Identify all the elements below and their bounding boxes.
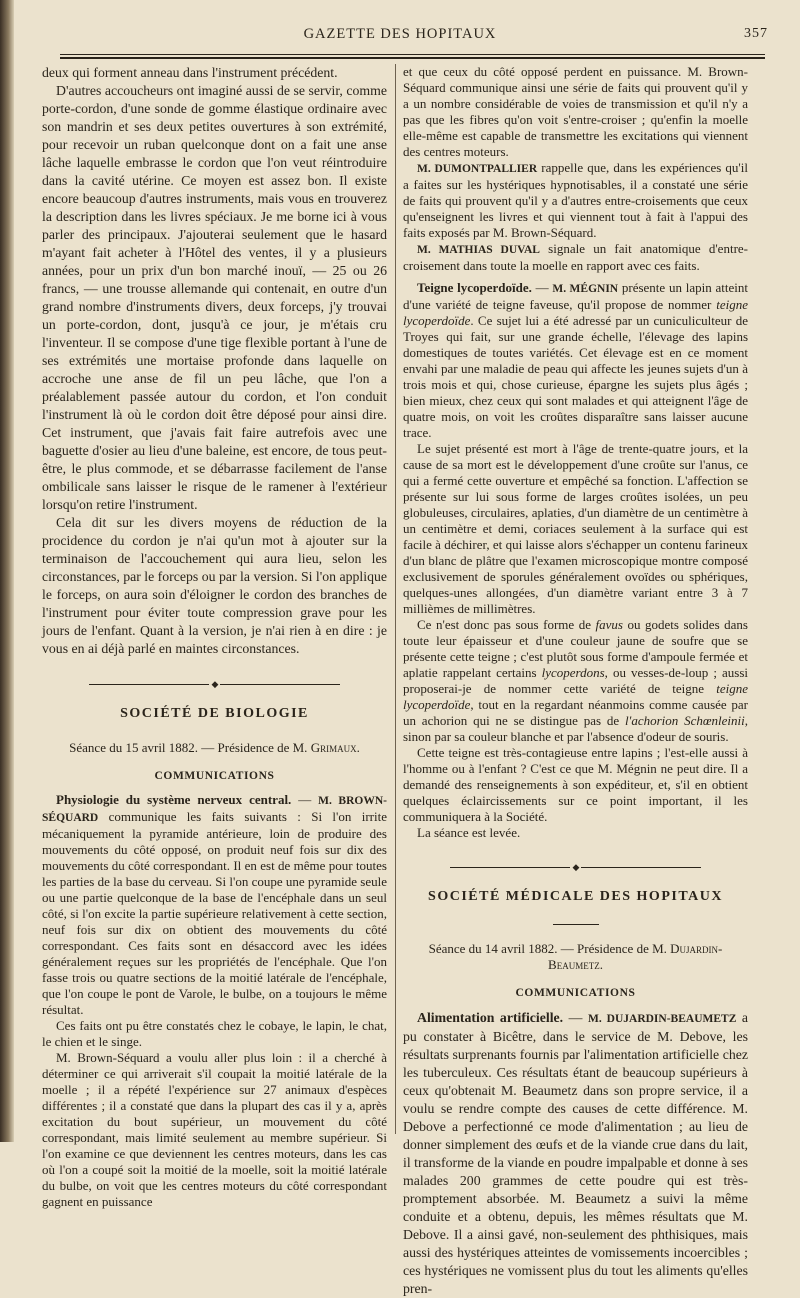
paragraph-text: présente un lapin atteint d'une variété de teigne faveuse, qu'il propose de nommer (403, 280, 748, 312)
topic-title: Teigne lycoperdoïde. (417, 280, 532, 295)
paragraph: La séance est levée. (417, 825, 521, 840)
italic-term: teigne lycoperdoïde (403, 297, 748, 328)
speaker-name: M. MÉGNIN (552, 283, 619, 295)
communications-label: COMMUNICATIONS (154, 770, 275, 783)
section-title-biologie: SOCIÉTÉ DE BIOLOGIE (120, 706, 309, 722)
paragraph: Ces faits ont pu être constatés chez le cobaye, le lapin, le chat, le chien et le singe. (42, 1018, 387, 1050)
communication-physiologie: Physiologie du système nerveux central. — M. BROWN-SÉQUARD communique les faits suivants : Si l'on irrite mécaniquement la pyramide antérieure, loin de produire des mouvements du côté opposé, on produit neuf fois sur dix des mouvements du côté correspondant. Il en est de même pour toutes les parties de la base du cerveau. Si l'on coupe une pyramide seule ou une partie quelconque de la base de l'encéphale dans un seul côté, si l'on excite la partie supérieure relativement à cette section, neuf fois sur dix on obtient des mouvements du côté correspondant. Ces faits sont en désaccord avec les idées généralement reçues sur les propriétés de l'encéphale. Que l'on fasse trois ou quatre sections de la moitié latérale de l'encéphale, que l'on coupe le pont de Varole, le bulbe, on a toujours le même résultat. (42, 792, 387, 1018)
seance-president: Grimaux (310, 740, 357, 756)
column-divider (395, 64, 396, 1134)
paragraph-text: communique les faits suivants : Si l'on irrite mécaniquement la pyramide antérieure, loin de produire des mouvements du côté opposé, on produit neuf fois sur dix des mouvements du côté correspondant. Il en est de même pour toutes les parties de la base du cerveau. Si l'on coupe une pyramide seule ou une partie quelconque de la base de l'encéphale dans un seul côté, si l'on excite la partie supérieure relativement à cette section, neuf fois sur dix on obtient des mouvements du côté correspondant. Ces faits sont en désaccord avec les idées généralement reçues sur les propriétés de l'encéphale. Que l'on fasse trois ou quatre sections de la moitié latérale de l'encéphale, que l'on coupe le pont de Varole, le bulbe, on a toujours le même résultat. (42, 809, 387, 1018)
paragraph: Cette teigne est très-contagieuse entre lapins ; l'est-elle aussi à l'homme ou à l'enfant ? C'est ce que M. Mégnin ne peut dire. Il a demandé des renseignements à son expéditeur, et, s'il en obtient quelques éclaircissements sur ce point important, il les communiquera à la Société. (403, 745, 748, 824)
italic-term: l'achorion Schœnleinii (624, 713, 745, 728)
paragraph-favus (403, 617, 748, 745)
seance-text: Séance du 15 avril 1882. — Présidence de M. (69, 740, 311, 756)
speaker-name: M. BROWN-SÉQUARD (42, 795, 387, 825)
communication-alimentation: Alimentation artificielle. — M. DUJARDIN-BEAUMETZ a pu constater à Bicêtre, dans le service de M. Debove, les résultats surprenants fournis par l'alimentation artificielle chez les tuberculeux. Ces résultats étant de beaucoup supérieurs à ceux qu'obtenait M. Beaumetz dans son propre service, il a voulu se rendre compte des causes de cette différence. M. Debove a perfectionné ce mode d'alimentation ; au lieu de donner simplement des œufs et de la viande crue dans du lait, il transforme de la viande en poudre impalpable et donne à ses malades 200 grammes de cette poudre qui est très-promptement absorbée. M. Beaumetz a suivi la même conduite et a obtenu, depuis, les mêmes résultats que M. Debove. Il a ainsi gavé, non-seulement des phthisiques, mais aussi des hystériques atteintes de vomissements incoercibles ; ces hystériques ne vomissent plus du tout les aliments qu'elles pren- (403, 1010, 749, 1297)
seance-line: Séance du 14 avril 1882. — Présidence de M. Dujardin-Beaumetz. (428, 941, 723, 973)
section-separator: ◆ (42, 676, 387, 692)
topic-title: Physiologie du système nerveux central. (56, 792, 292, 808)
seance-text: Séance du 14 avril 1882. — Présidence de M. (428, 941, 671, 957)
speaker-name: M. MATHIAS DUVAL (417, 244, 540, 256)
paragraph: D'autres accoucheurs ont imaginé aussi de se servir, comme porte-cordon, d'une sonde de gomme élastique ordinaire avec son mandrin et ses deux petites ouvertures à son extrémité, pour recevoir un ruban quelconque dont on a fait une anse lâche laquelle embrasse le cordon que l'on veut réintroduire dans la cavité utérine. Ce moyen est assez bon. Il existe encore beaucoup d'autres instruments, mais vous en trouverez la description dans les livres spéciaux. Je me borne ici à vous parler des principaux. J'ajouterai seulement que le hasard m'ayant fait acheter à l'Hôtel des ventes, il y a plusieurs années, pour un prix d'un bon marché inouï, — 25 ou 26 francs, — une trousse allemande qui contenait, en outre d'un grand nombre d'instruments divers, deux forceps, j'y trouvai un porte-cordon, dont, jusqu'à ce jour, je m'étais cru l'inventeur. Il se compose d'une tige flexible portant à l'une de ses extrémités une mortaise profonde dans laquelle on accroche une anse de fil un peu lâche, que l'on a préalablement passée autour du cordon, et l'on conduit l'instrument là où le cordon doit être déposé pour ainsi dire. Cet instrument, que j'avais fait faire autrefois avec une baguette d'osier au lieu d'une baleine, est encore, de tous peut-être, le plus commode, et se débarrasse facilement de l'anse ombilicale sans laisser le risque de le ramener à l'extérieur lorsqu'on retire l'instrument. (42, 83, 387, 512)
paragraph: et que ceux du côté opposé perdent en puissance. M. Brown-Séquard communique ainsi une série de faits qui prouvent qu'il y a un nombre considérable de voies de transmission et qu'il n'y a pas que les fibres qu'on voit s'entre-croiser ; qu'enfin la moelle elle-même est capable de transmettre les excitations qui viennent des centres moteurs. (403, 64, 748, 159)
journal-title: GAZETTE DES HOPITAUX (303, 26, 497, 42)
italic-term: teigne lycoperdoïde (403, 681, 748, 712)
communication-teigne: Teigne lycoperdoïde. — M. MÉGNIN présente un lapin atteint d'une variété de teigne faveuse, qu'il propose de nommer teigne lycoperdoïde. Ce sujet lui a été adressé par un cuniculiculteur de Troyes qui fait, sur une grande échelle, l'élevage des lapins domestiques de toutes variétés. Cet élevage est en ce moment envahi par une maladie de peau qui affecte les jeunes sujets d'un à trois mois et qui, chose curieuse, épargne les sujets plus âgés ; bien mieux, chez ceux qui sont malades et qui atteignent l'âge de quatre mois, on voit les croûtes disparaître sans laisser aucune trace. (403, 280, 748, 440)
italic-term: favus (595, 617, 623, 632)
paragraph-text: , tout en la regardant néanmoins comme causée par un achorion qui ne se distingue pas de (403, 697, 748, 728)
paragraph-text: signale un fait anatomique d'entre-croisement dans toute la moelle en rapport avec ces faits. (403, 241, 748, 273)
page-header (30, 22, 770, 44)
seance-president: Dujardin-Beaumetz (548, 941, 723, 973)
paragraph: Cela dit sur les divers moyens de réduction de la procidence du cordon je n'ai qu'un mot à ajouter sur la terminaison de l'accouchement qui aura lieu, selon les circonstances, par le forceps ou par la version. Si l'on applique le forceps, on aura soin d'éloigner le cordon des branches de l'instrument pour éviter toute compression grave pour les jours de l'enfant. Quant à la version, je n'ai rien à en dire : je vous en ai déjà parlé en maintes circonstances. (42, 515, 387, 656)
section-separator: ◆ (403, 859, 748, 875)
communications-label: COMMUNICATIONS (515, 987, 636, 1000)
header-rule (60, 54, 765, 59)
paragraph-text: . Ce sujet lui a été adressé par un cuniculiculteur de Troyes qui fait, sur une grande échelle, l'élevage des lapins domestiques de toutes variétés. Cet élevage est en ce moment envahi par une maladie de peau qui affecte les jeunes sujets d'un à trois mois et qui, chose curieuse, épargne les sujets plus âgés ; bien mieux, chez ceux qui sont malades et qui atteignent l'âge de quatre mois, on voit les croûtes disparaître sans laisser aucune trace. (403, 313, 748, 440)
topic-title: Alimentation artificielle. (417, 1010, 564, 1026)
paragraph-text: Ce n'est donc pas sous forme de (417, 617, 596, 632)
paragraph: deux qui forment anneau dans l'instrument précédent. (42, 65, 338, 80)
speaker-name: M. DUJARDIN-BEAUMETZ (587, 1013, 737, 1026)
article-continuation (42, 64, 387, 658)
page-binding-edge (0, 0, 14, 1142)
italic-term: lycoperdons (541, 665, 605, 680)
paragraph-text: , ou vesses-de-loup ; aussi proposerai-je de nommer cette variété de teigne (403, 665, 748, 696)
paragraph-text: a pu constater à Bicêtre, dans le service de M. Debove, les résultats surprenants fournis par l'alimentation artificielle chez les tuberculeux. Ces résultats étant de beaucoup supérieurs à ceux qu'obtenait M. Beaumetz dans son propre service, il a voulu se rendre compte des causes de cette différence. M. Debove a perfectionné ce mode d'alimentation ; au lieu de donner simplement des œufs et de la viande crue dans du lait, il transforme de la viande en poudre impalpable et donne à ses malades 200 grammes de cette poudre qui est très-promptement absorbée. M. Beaumetz a suivi la même conduite et a obtenu, depuis, les mêmes résultats que M. Debove. Il a ainsi gavé, non-seulement des phthisiques, mais aussi des hystériques atteintes de vomissements incoercibles ; ces hystériques ne vomissent plus du tout les aliments qu'elles pren- (403, 1010, 749, 1297)
communication-dumontpallier (403, 160, 748, 241)
speaker-name: M. DUMONTPALLIER (417, 163, 538, 175)
communication-duval (403, 241, 748, 274)
paragraph: Le sujet présenté est mort à l'âge de trente-quatre jours, et la cause de sa mort est le développement d'une croûte sur l'anus, ce qui a fermé cette ouverture et empêché sa fonction. L'affection se présente sur lui sous forme de larges croûtes isolées, un peu globuleuses, circulaires, aplaties, d'un diamètre de un centimètre à un centimètre et demi, coriaces seulement à la surface qui est facile à déchirer, et qui laisse alors s'échapper un contenu farineux d'un blanc de plâtre que l'examen microscopique montre composé exclusivement de sporules généralement ovoïdes ou sphériques, quelques-unes allongées, d'un diamètre variant entre 3 à 7 millièmes de millimètres. (403, 441, 748, 616)
seance-line: Séance du 15 avril 1882. — Présidence de M. Grimaux. (69, 740, 360, 756)
paragraph: M. Brown-Séquard a voulu aller plus loin : il a cherché à déterminer ce qui arriverait s'il coupait la moitié latérale de la moelle ; il a répété l'expérience sur 27 animaux d'espèces différentes ; il a constaté que dans la plupart des cas il y a, après excitation du bout supérieur, un mouvement du côté correspondant, mais limité seulement au membre supérieur. Si l'on examine ce que deviennent les centres moteurs, dans les cas où l'on a coupé soit la moitié de la moelle, soit la moitié latérale du bulbe, on voit que les centres moteurs du côté correspondant gagnent en puissance (42, 1050, 387, 1210)
paragraph-text: rappelle que, dans les expériences qu'il a faites sur les hystériques hypnotisables, il a constaté une série de faits qui prouvent qu'il y a d'autres entre-croisements que ceux qu'enseignent les livres et qui viennent tout à fait à l'appui des faits exposés par M. Brown-Séquard. (403, 160, 748, 240)
left-column (42, 64, 387, 1210)
paragraph-text: , sinon par sa couleur blanche et par l'absence d'odeur de souris. (403, 713, 748, 744)
section-title-medicale: SOCIÉTÉ MÉDICALE DES HOPITAUX (428, 889, 723, 905)
page-number: 357 (744, 26, 768, 41)
right-column (403, 64, 749, 1297)
short-rule (403, 913, 748, 929)
paragraph-text: ou godets solides dans toute leur épaisseur et d'une couleur jaune de soufre que se présente cette teigne ; c'est plutôt sous forme d'ampoule fermée et aplatie rappelant certains (403, 617, 748, 680)
